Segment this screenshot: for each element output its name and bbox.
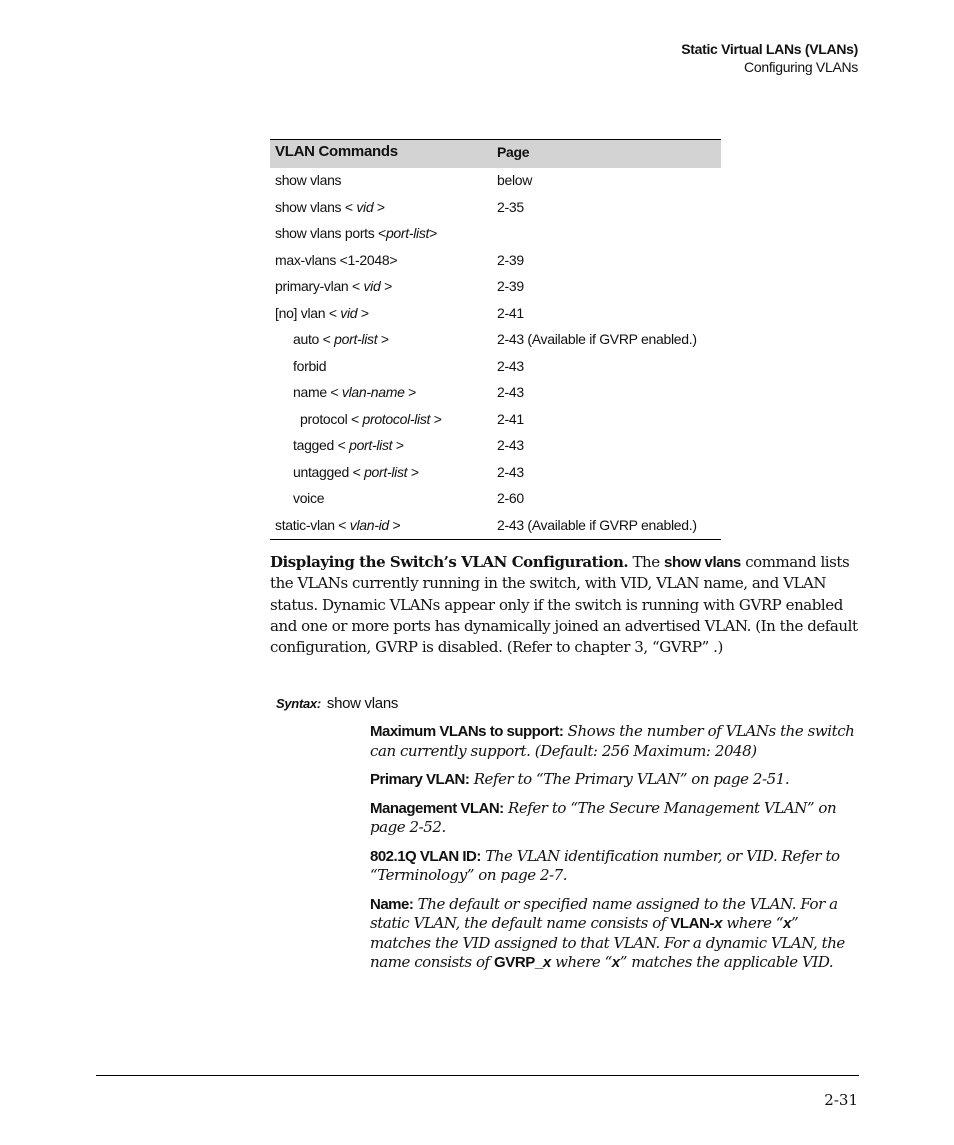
table-row bbox=[270, 380, 721, 407]
command-cell bbox=[300, 411, 442, 427]
definition-desc bbox=[370, 895, 845, 972]
definition-desc: Refer to “The Primary VLAN” on page 2-51. bbox=[469, 770, 790, 788]
command-cell bbox=[293, 464, 419, 480]
command-argument: vlan-id bbox=[349, 516, 389, 533]
paragraph-text: The bbox=[628, 553, 665, 571]
definition-desc: Refer to “The Secure Management VLAN” on page 2-52. bbox=[370, 798, 837, 836]
command-cell bbox=[275, 252, 397, 268]
definition-max-vlans bbox=[370, 722, 862, 761]
table-row bbox=[270, 486, 721, 513]
code-var-x bbox=[783, 915, 791, 932]
command-cell bbox=[275, 278, 392, 294]
page-number: 2-31 bbox=[824, 1091, 858, 1109]
table-row bbox=[270, 221, 721, 248]
page-cell: 2-43 bbox=[497, 384, 524, 400]
header-section-title: Configuring VLANs bbox=[744, 59, 858, 75]
desc-text: where “ bbox=[722, 914, 784, 932]
page-cell: 2-39 bbox=[497, 278, 524, 294]
page-cell: 2-43 (Available if GVRP enabled.) bbox=[497, 516, 697, 533]
page-cell: 2-43 (Available if GVRP enabled.) bbox=[497, 331, 697, 347]
command-text: show vlans ports < bbox=[275, 225, 386, 241]
desc-text: ” matches the VID assigned to that VLAN. For a dynamic VLAN, the name consists of bbox=[370, 914, 845, 971]
command-text: primary-vlan < bbox=[275, 278, 364, 294]
command-argument: vlan-name bbox=[341, 384, 405, 400]
code-var: x bbox=[714, 915, 723, 932]
paragraph-text: command lists the VLANs currently running in the switch, with VID, VLAN name, and VLAN status. Dynamic VLANs appear only if the switch is running with GVRP enabled and one or more ports has dynamically joined an advertised VLAN. (In the default configuration, GVRP is disabled. (Refer to chapter 3, “GVRP” .) bbox=[270, 553, 858, 657]
code-var-x bbox=[612, 954, 620, 971]
definition-management-vlan bbox=[370, 799, 862, 838]
command-text: protocol < bbox=[300, 410, 363, 427]
command-argument: vid bbox=[340, 304, 358, 321]
command-text: > bbox=[373, 198, 385, 215]
definition-term: Management VLAN: bbox=[370, 799, 504, 817]
section-heading: Displaying the Switch’s VLAN Configuration. bbox=[270, 553, 629, 571]
command-cell bbox=[293, 384, 416, 400]
table-row bbox=[270, 327, 721, 354]
command-text: > bbox=[388, 516, 401, 533]
table-header-row bbox=[270, 140, 721, 168]
command-text: > bbox=[429, 225, 438, 241]
page-cell: 2-35 bbox=[497, 198, 524, 215]
command-text: show vlans bbox=[275, 172, 342, 188]
running-header bbox=[681, 40, 858, 76]
command-argument: port-list bbox=[349, 437, 393, 453]
footer-rule bbox=[96, 1075, 859, 1076]
definition-term: 802.1Q VLAN ID: bbox=[370, 847, 481, 865]
page-cell: 2-39 bbox=[497, 251, 524, 268]
code-text: GVRP_ bbox=[493, 954, 543, 971]
page-cell: 2-41 bbox=[497, 410, 524, 427]
table-row bbox=[270, 460, 721, 487]
table-row bbox=[270, 168, 721, 195]
definition-name bbox=[370, 895, 862, 973]
command-cell bbox=[275, 172, 341, 188]
table-row bbox=[270, 301, 721, 328]
desc-text: The default or specified name assigned to the VLAN. For a static VLAN, the default name consists of bbox=[370, 894, 838, 932]
syntax-label: Syntax: bbox=[276, 696, 321, 711]
page-cell: 2-43 bbox=[497, 463, 524, 480]
section-paragraph bbox=[270, 552, 862, 658]
table-body bbox=[270, 168, 721, 539]
command-text: > bbox=[404, 384, 417, 400]
table-row bbox=[270, 195, 721, 222]
table-header-commands: VLAN Commands bbox=[275, 143, 398, 160]
command-text: > bbox=[380, 278, 392, 294]
page-cell: 2-41 bbox=[497, 304, 524, 321]
code-var: x bbox=[611, 954, 620, 971]
command-text: forbid bbox=[293, 357, 327, 374]
command-text: > bbox=[392, 437, 404, 453]
header-chapter-title: Static Virtual LANs (VLANs) bbox=[681, 41, 858, 57]
command-text: > bbox=[407, 463, 419, 480]
syntax-command: show vlans bbox=[326, 695, 399, 712]
page-cell: 2-60 bbox=[497, 490, 524, 506]
command-cell bbox=[275, 305, 369, 321]
table-row bbox=[270, 433, 721, 460]
command-cell bbox=[275, 225, 437, 241]
field-definitions bbox=[370, 722, 862, 982]
command-cell bbox=[275, 517, 400, 533]
command-text: > bbox=[377, 331, 389, 347]
page-cell: below bbox=[497, 172, 533, 188]
command-argument: port-list bbox=[385, 225, 430, 241]
page-cell: 2-43 bbox=[497, 357, 524, 374]
command-argument: port-list bbox=[364, 463, 408, 480]
desc-text: ” matches the applicable VID. bbox=[619, 953, 834, 971]
command-text: max-vlans <1-2048> bbox=[275, 251, 398, 268]
code-var: x bbox=[783, 915, 792, 932]
page-cell: 2-43 bbox=[497, 437, 524, 453]
command-text: name < bbox=[293, 384, 342, 400]
command-cell bbox=[275, 199, 385, 215]
command-text: static-vlan < bbox=[275, 516, 350, 533]
command-cell bbox=[293, 490, 324, 506]
code-var: x bbox=[542, 954, 551, 971]
inline-command: show vlans bbox=[664, 554, 741, 571]
table-row bbox=[270, 274, 721, 301]
code-vlan-x bbox=[670, 915, 722, 932]
command-argument: port-list bbox=[334, 331, 378, 347]
command-argument: protocol-list bbox=[362, 410, 431, 427]
command-text: > bbox=[357, 304, 369, 321]
definition-term: Maximum VLANs to support: bbox=[370, 723, 564, 740]
table-row bbox=[270, 407, 721, 434]
definition-term: Name: bbox=[370, 895, 414, 913]
command-argument: vid bbox=[363, 278, 381, 294]
command-argument: vid bbox=[356, 198, 374, 215]
code-text: VLAN- bbox=[670, 915, 715, 932]
desc-text: where “ bbox=[550, 953, 612, 971]
command-cell bbox=[293, 358, 326, 374]
code-gvrp-x bbox=[494, 954, 551, 971]
command-text: show vlans < bbox=[275, 198, 357, 215]
command-cell bbox=[293, 331, 389, 347]
command-text: > bbox=[430, 410, 442, 427]
definition-vlan-id bbox=[370, 847, 862, 886]
command-text: voice bbox=[293, 490, 325, 506]
definition-primary-vlan bbox=[370, 770, 862, 790]
command-text: [no] vlan < bbox=[275, 304, 341, 321]
definition-desc: The VLAN identification number, or VID. Refer to “Terminology” on page 2-7. bbox=[370, 846, 840, 884]
command-cell bbox=[293, 437, 404, 453]
command-text: untagged < bbox=[293, 463, 365, 480]
syntax-line bbox=[276, 695, 398, 712]
table-row bbox=[270, 354, 721, 381]
table-row bbox=[270, 248, 721, 275]
command-text: auto < bbox=[293, 331, 335, 347]
table-header-page: Page bbox=[497, 144, 530, 160]
definition-term: Primary VLAN: bbox=[370, 771, 470, 788]
command-text: tagged < bbox=[293, 437, 350, 453]
vlan-commands-table bbox=[270, 139, 721, 540]
table-row bbox=[270, 513, 721, 540]
definition-desc: Shows the number of VLANs the switch can currently support. (Default: 256 Maximum: 2048) bbox=[370, 722, 855, 760]
